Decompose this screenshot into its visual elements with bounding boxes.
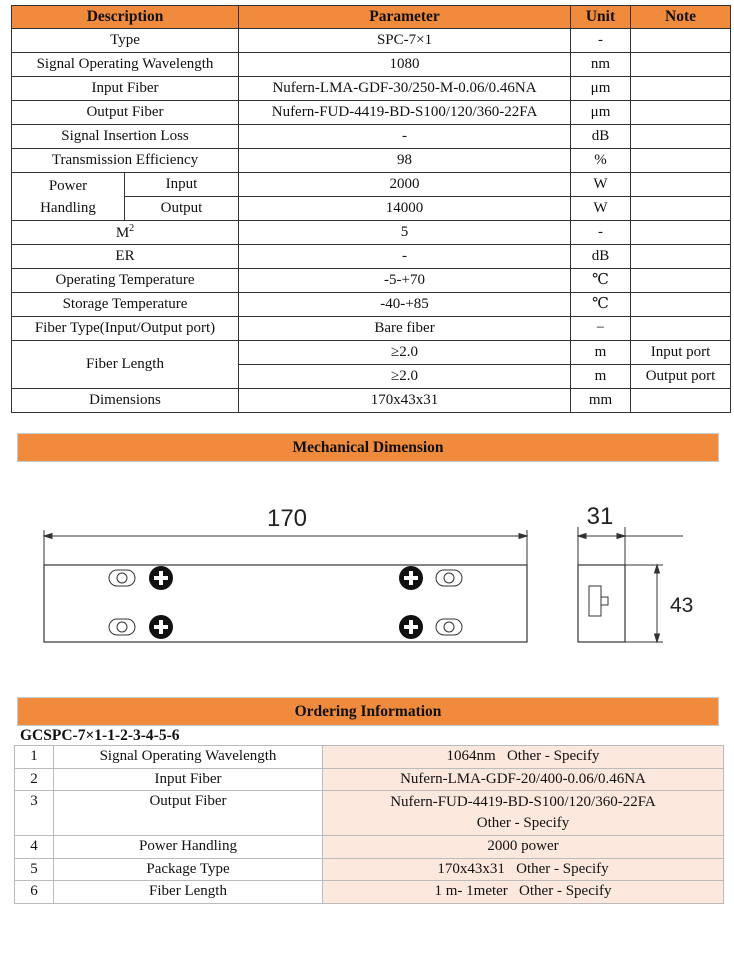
table-row (12, 149, 731, 173)
power-handling-label (12, 173, 125, 221)
row-sublabel: Output (125, 197, 239, 221)
order-num: 5 (15, 858, 54, 881)
row-value: ≥2.0 (239, 341, 571, 365)
screw-icon (149, 615, 173, 639)
row-unit: dB (571, 245, 631, 269)
table-row (15, 881, 724, 904)
mounting-hole-tl (109, 570, 135, 586)
row-unit: ℃ (571, 269, 631, 293)
screws (149, 566, 423, 639)
table-row (12, 53, 731, 77)
table-row (12, 173, 731, 197)
order-num: 1 (15, 746, 54, 769)
row-value: -5-+70 (239, 269, 571, 293)
table-row (12, 293, 731, 317)
top-view (44, 530, 527, 642)
order-value: 170x43x31 Other - Specify (323, 858, 724, 881)
order-label: Output Fiber (54, 791, 323, 836)
screw-icon (149, 566, 173, 590)
table-row (15, 791, 724, 836)
table-row (12, 341, 731, 365)
order-value: 1 m- 1meter Other - Specify (323, 881, 724, 904)
row-value: 5 (239, 221, 571, 245)
mounting-hole-bl (109, 619, 135, 635)
table-row (12, 77, 731, 101)
row-unit: W (571, 197, 631, 221)
row-note (631, 101, 731, 125)
header-note: Note (631, 6, 731, 29)
row-value: - (239, 245, 571, 269)
order-value-line2: Other - Specify (476, 815, 570, 831)
height-label: 43 (670, 594, 694, 617)
order-label: Package Type (54, 858, 323, 881)
row-note (631, 197, 731, 221)
length-label: 170 (266, 505, 308, 532)
mechanical-drawing (0, 490, 734, 650)
row-unit: ℃ (571, 293, 631, 317)
table-row (12, 389, 731, 413)
header-unit: Unit (571, 6, 631, 29)
order-num: 6 (15, 881, 54, 904)
row-unit: - (571, 29, 631, 53)
row-note: Input port (631, 341, 731, 365)
order-value: Nufern-LMA-GDF-20/400-0.06/0.46NA (323, 768, 724, 791)
row-note (631, 149, 731, 173)
row-unit: dB (571, 125, 631, 149)
table-row (12, 125, 731, 149)
row-note (631, 221, 731, 245)
ordering-code: GCSPC-7×1-1-2-3-4-5-6 (20, 727, 180, 744)
m2-base: M (115, 225, 130, 242)
m2-sup: 2 (129, 223, 135, 235)
row-label: Transmission Efficiency (12, 149, 239, 173)
power-handling-line2: Handling (40, 199, 96, 216)
table-row (12, 101, 731, 125)
row-note (631, 53, 731, 77)
screw-icon (399, 615, 423, 639)
row-unit: nm (571, 53, 631, 77)
table-row (12, 317, 731, 341)
table-row (12, 245, 731, 269)
row-note (631, 77, 731, 101)
row-label: Operating Temperature (12, 269, 239, 293)
order-label: Signal Operating Wavelength (54, 746, 323, 769)
row-note (631, 293, 731, 317)
power-handling-line1: Power (48, 177, 88, 194)
row-label: Output Fiber (12, 101, 239, 125)
order-num: 3 (15, 791, 54, 836)
mechanical-dimension-title: Mechanical Dimension (17, 433, 719, 462)
mounting-hole-br (436, 619, 462, 635)
fiber-port (589, 586, 601, 616)
table-row (15, 746, 724, 769)
row-label: Type (12, 29, 239, 53)
order-value (323, 791, 724, 836)
spec-table (11, 5, 731, 413)
order-label: Input Fiber (54, 768, 323, 791)
order-value: 2000 power (323, 836, 724, 859)
table-row (12, 221, 731, 245)
row-note (631, 173, 731, 197)
order-num: 4 (15, 836, 54, 859)
table-row (15, 858, 724, 881)
width-label: 31 (586, 503, 614, 530)
row-value: 98 (239, 149, 571, 173)
row-value: SPC-7×1 (239, 29, 571, 53)
row-note (631, 125, 731, 149)
row-label: Signal Operating Wavelength (12, 53, 239, 77)
row-value: - (239, 125, 571, 149)
fiber-port-tip (601, 597, 608, 605)
row-label (12, 221, 239, 245)
row-note: Output port (631, 365, 731, 389)
row-note (631, 29, 731, 53)
header-parameter: Parameter (239, 6, 571, 29)
row-sublabel: Input (125, 173, 239, 197)
row-unit: m (571, 365, 631, 389)
row-label: Storage Temperature (12, 293, 239, 317)
row-value: Nufern-FUD-4419-BD-S100/120/360-22FA (239, 101, 571, 125)
side-view (578, 527, 683, 642)
module-body-top (44, 565, 527, 642)
row-unit: μm (571, 77, 631, 101)
row-note (631, 245, 731, 269)
row-unit: mm (571, 389, 631, 413)
order-label: Fiber Length (54, 881, 323, 904)
row-value: Nufern-LMA-GDF-30/250-M-0.06/0.46NA (239, 77, 571, 101)
table-row (12, 269, 731, 293)
table-row (15, 768, 724, 791)
order-label: Power Handling (54, 836, 323, 859)
row-value: Bare fiber (239, 317, 571, 341)
row-unit: − (571, 317, 631, 341)
row-unit: W (571, 173, 631, 197)
order-value: 1064nm Other - Specify (323, 746, 724, 769)
table-row (12, 29, 731, 53)
order-value-line1: Nufern-FUD-4419-BD-S100/120/360-22FA (390, 794, 656, 810)
row-note (631, 389, 731, 413)
mounting-hole-tr (436, 570, 462, 586)
row-value: 14000 (239, 197, 571, 221)
row-unit: % (571, 149, 631, 173)
row-value: 1080 (239, 53, 571, 77)
row-value: -40-+85 (239, 293, 571, 317)
row-value: 2000 (239, 173, 571, 197)
ordering-table (14, 745, 724, 904)
row-note (631, 269, 731, 293)
screw-icon (399, 566, 423, 590)
table-row (15, 836, 724, 859)
order-num: 2 (15, 768, 54, 791)
row-label: Dimensions (12, 389, 239, 413)
header-description: Description (12, 6, 239, 29)
row-label: Fiber Length (12, 341, 239, 389)
row-note (631, 317, 731, 341)
row-value: ≥2.0 (239, 365, 571, 389)
row-unit: - (571, 221, 631, 245)
row-label: Fiber Type(Input/Output port) (12, 317, 239, 341)
spec-header-row (12, 6, 731, 29)
row-value: 170x43x31 (239, 389, 571, 413)
row-unit: m (571, 341, 631, 365)
row-label: Input Fiber (12, 77, 239, 101)
row-label: Signal Insertion Loss (12, 125, 239, 149)
row-label: ER (12, 245, 239, 269)
ordering-information-title: Ordering Information (17, 697, 719, 726)
row-unit: μm (571, 101, 631, 125)
